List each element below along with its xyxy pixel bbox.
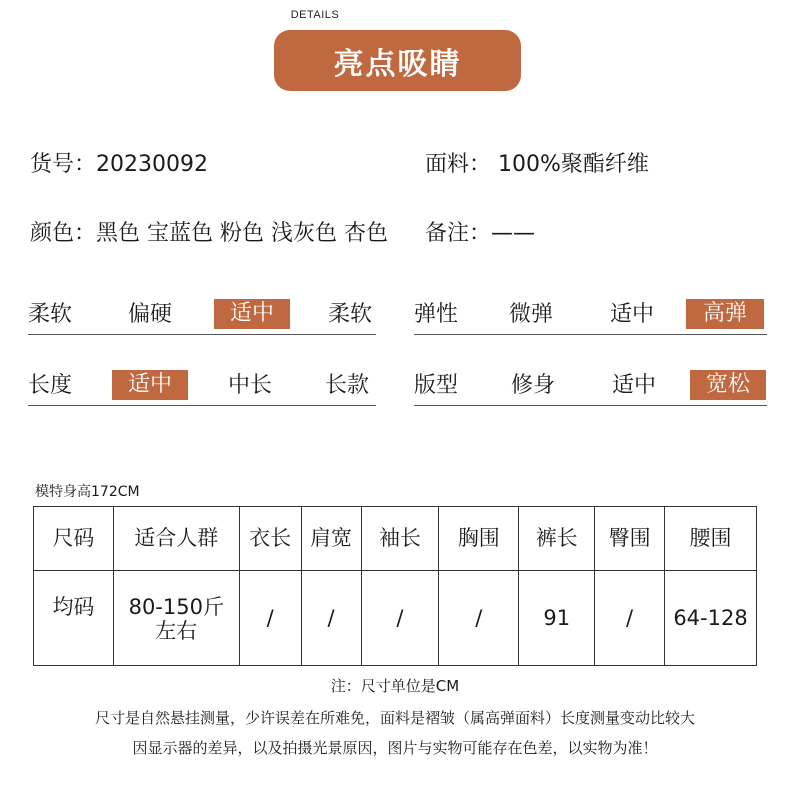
- attr-option-selected: 适中: [112, 370, 188, 400]
- attr-label: 长度: [28, 373, 73, 398]
- attr-option: 柔软: [328, 302, 373, 327]
- attr-option: 长款: [325, 373, 370, 398]
- model-height-note: 模特身高172CM: [35, 484, 140, 500]
- attr-row-fit: [414, 370, 767, 402]
- attr-option-selected: 宽松: [690, 370, 766, 400]
- header-cell: 臀围: [595, 507, 665, 571]
- attr-option: 中长: [228, 373, 273, 398]
- header-cell: 肩宽: [301, 507, 361, 571]
- attr-row-elasticity: [414, 299, 767, 331]
- header-cell: 适合人群: [113, 507, 239, 571]
- colors-text: 颜色：黑色 宝蓝色 粉色 浅灰色 杏色: [30, 221, 388, 246]
- data-cell: /: [239, 571, 301, 666]
- header-cell: 胸围: [439, 507, 519, 571]
- attr-option: 偏硬: [128, 302, 173, 327]
- attr-option-selected: 高弹: [686, 299, 764, 329]
- color-disclaimer: 因显示器的差异，以及拍摄光景原因，图片与实物可能存在色差，以实物为准！: [132, 739, 658, 757]
- attr-label: 柔软: [28, 302, 73, 327]
- attr-row-softness: [28, 299, 376, 331]
- header-cell: 腰围: [665, 507, 757, 571]
- data-cell: /: [439, 571, 519, 666]
- details-eyebrow: DETAILS: [290, 9, 340, 21]
- attr-option-selected: 适中: [214, 299, 290, 329]
- data-cell: /: [361, 571, 439, 666]
- header-cell: 衣长: [239, 507, 301, 571]
- fabric-text: 面料： 100%聚酯纤维: [425, 152, 649, 177]
- data-cell: 64-128: [665, 571, 757, 666]
- attr-option: 微弹: [509, 302, 554, 327]
- attr-option: 适中: [610, 302, 655, 327]
- data-cell: 80-150斤 左右: [113, 571, 239, 666]
- data-cell: /: [595, 571, 665, 666]
- attr-option: 适中: [612, 373, 657, 398]
- data-cell: 均码: [34, 571, 114, 666]
- header-cell: 裤长: [519, 507, 595, 571]
- row-divider: [414, 405, 767, 406]
- size-table-header-row: [34, 507, 757, 571]
- header-cell: 袖长: [361, 507, 439, 571]
- table-row: [34, 571, 757, 666]
- attr-row-length: [28, 370, 376, 402]
- row-divider: [414, 334, 767, 335]
- attr-label: 弹性: [414, 302, 459, 327]
- attr-option: 修身: [511, 373, 556, 398]
- row-divider: [28, 405, 376, 406]
- sku-text: 货号：20230092: [30, 152, 208, 177]
- size-table: [33, 506, 757, 666]
- remark-text: 备注：——: [425, 221, 536, 246]
- row-divider: [28, 334, 376, 335]
- data-cell: 91: [519, 571, 595, 666]
- data-cell: /: [301, 571, 361, 666]
- measurement-disclaimer: 尺寸是自然悬挂测量，少许误差在所难免，面料是褶皱（属高弹面料）长度测量变动比较大: [94, 709, 695, 727]
- unit-note: 注：尺寸单位是CM: [330, 677, 460, 695]
- highlights-banner: 亮点吸睛: [274, 30, 521, 91]
- header-cell: 尺码: [34, 507, 114, 571]
- attr-label: 版型: [414, 373, 459, 398]
